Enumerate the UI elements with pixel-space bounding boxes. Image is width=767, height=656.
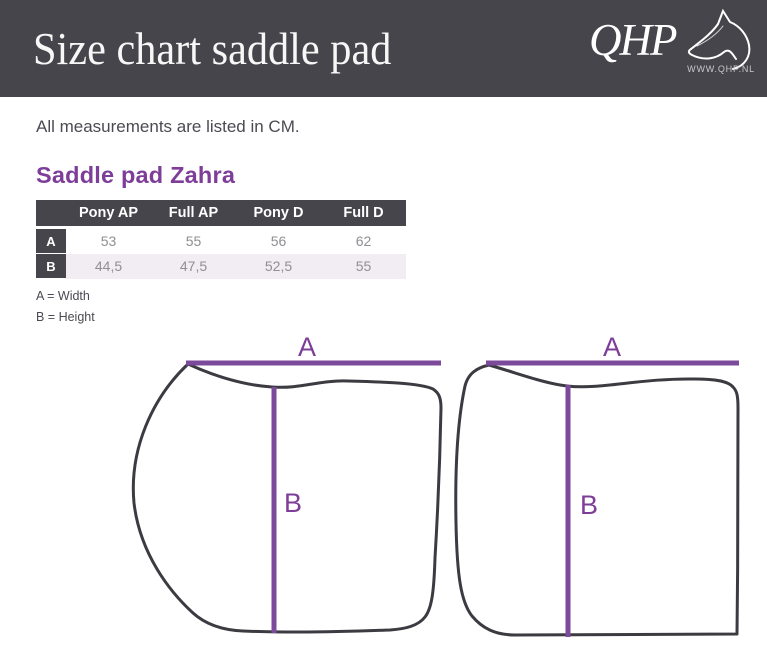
legend-height: B = Height <box>36 310 95 324</box>
table-row <box>36 229 406 254</box>
qhp-logo <box>589 6 761 92</box>
table-cell: 47,5 <box>179 258 208 274</box>
label-b-left: B <box>284 488 303 518</box>
column-header: Pony D <box>253 205 304 221</box>
table-cell: 52,5 <box>264 258 293 274</box>
column-header: Full AP <box>168 205 219 221</box>
column-header: Full D <box>343 205 384 221</box>
header-bar <box>0 0 767 97</box>
size-table-corner-cell <box>36 200 66 226</box>
product-title: Saddle pad Zahra <box>36 162 236 188</box>
column-header: Pony AP <box>78 205 139 221</box>
legend-width: A = Width <box>36 289 90 303</box>
label-a-right: A <box>602 332 622 362</box>
measurements-note: All measurements are listed in CM. <box>36 117 300 136</box>
label-b-right: B <box>580 490 599 520</box>
row-label: B <box>36 254 66 279</box>
table-cell: 44,5 <box>94 258 123 274</box>
qhp-logo-url: WWW.QHP.NL <box>687 63 755 74</box>
label-a-left: A <box>297 332 317 362</box>
saddle-pad-diagrams <box>0 328 767 656</box>
table-row <box>36 254 406 279</box>
table-cell: 55 <box>355 258 372 274</box>
table-cell: 53 <box>100 233 117 249</box>
row-label: A <box>36 229 66 254</box>
measurement-legend <box>36 288 767 325</box>
table-cell: 56 <box>270 233 287 249</box>
size-table-header-row <box>36 200 406 226</box>
qhp-logo-text: QHP <box>589 14 676 65</box>
size-table <box>36 200 406 279</box>
table-cell: 62 <box>355 233 372 249</box>
content <box>0 117 767 656</box>
table-cell: 55 <box>185 233 202 249</box>
page-title: Size chart saddle pad <box>33 22 392 74</box>
